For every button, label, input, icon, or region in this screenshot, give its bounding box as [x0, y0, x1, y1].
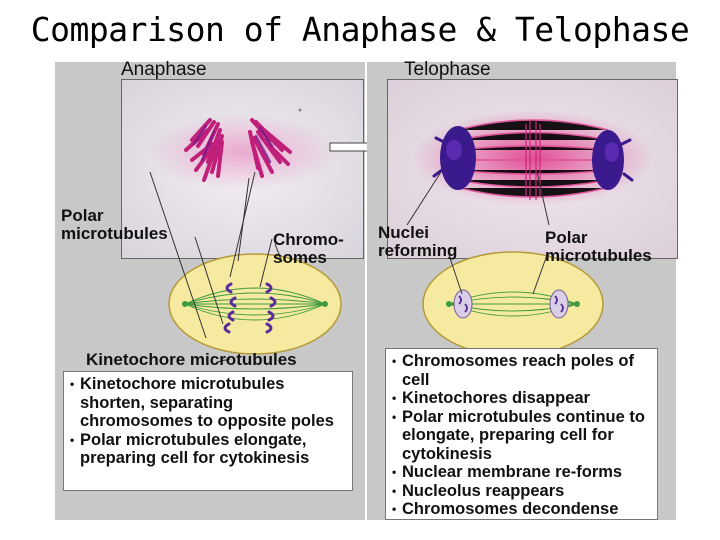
- anaphase-label-polar-microtubules: Polar microtubules: [61, 206, 168, 243]
- telophase-bullet: • Chromosomes reach poles of cell: [392, 352, 653, 389]
- anaphase-label-chromosomes: Chromo- somes: [273, 230, 344, 267]
- telophase-label-polar-microtubules: Polar microtubules: [545, 228, 652, 265]
- anaphase-label-kinetochore-microtubules: Kinetochore microtubules: [86, 350, 297, 369]
- telophase-bullet: • Nucleolus reappears: [392, 482, 653, 501]
- telophase-label-nuclei-reforming: Nuclei reforming: [378, 223, 458, 260]
- anaphase-bullet: • Polar microtubules elongate, preparing cell for cytokinesis: [70, 431, 348, 468]
- telophase-bullet: • Nuclear membrane re-forms: [392, 463, 653, 482]
- anaphase-description-box: [63, 371, 353, 491]
- anaphase-heading: Anaphase: [121, 59, 207, 80]
- anaphase-panel: [55, 59, 365, 520]
- slide-title: Comparison of Anaphase & Telophase: [30, 10, 690, 49]
- anaphase-bullet: • Kinetochore microtubules shorten, separating chromosomes to opposite poles: [70, 375, 348, 431]
- telophase-description-box: [385, 348, 658, 520]
- telophase-panel: [367, 59, 676, 520]
- telophase-bullet: • Kinetochores disappear: [392, 389, 653, 408]
- telophase-bullet: • Chromosomes decondense: [392, 500, 653, 519]
- telophase-heading: Telophase: [404, 59, 491, 80]
- telophase-bullet: • Polar microtubules continue to elongate, preparing cell for cytokinesis: [392, 408, 653, 464]
